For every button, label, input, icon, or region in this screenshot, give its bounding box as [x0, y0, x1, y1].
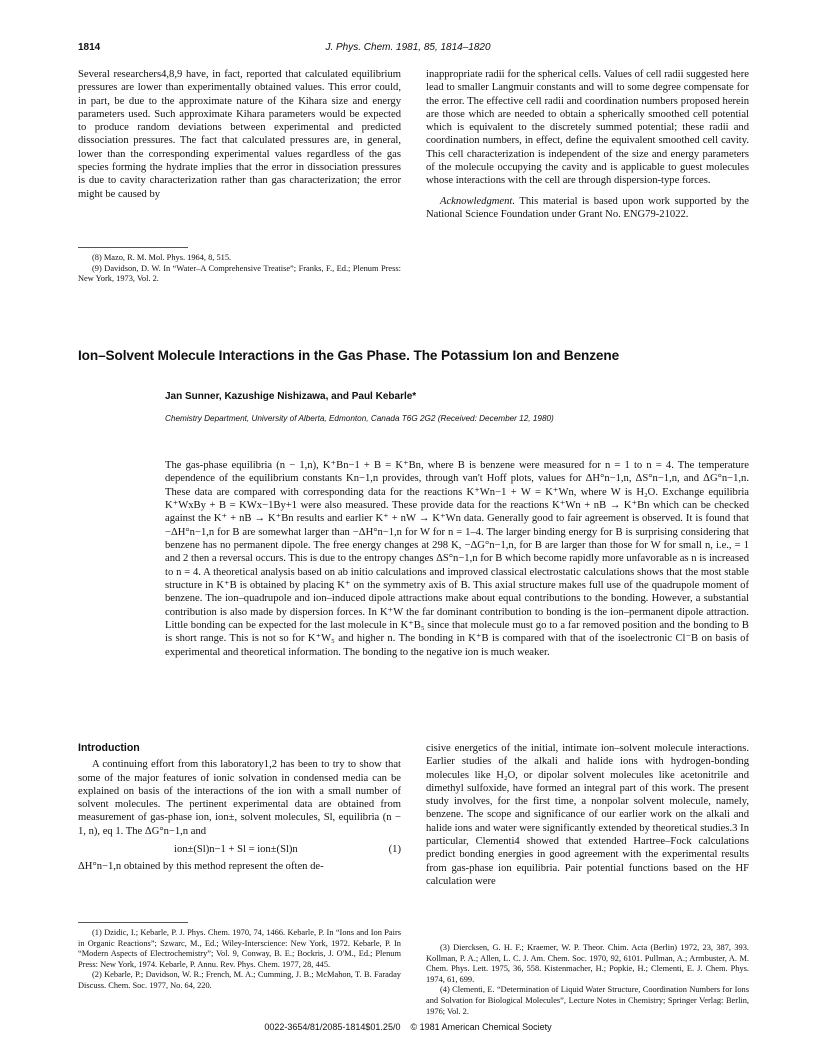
- article-footnotes-right: [426, 943, 749, 1017]
- page-number: 1814: [78, 42, 101, 53]
- article-title: Ion–Solvent Molecule Interactions in the Gas Phase. The Potassium Ion and Benzene: [78, 348, 620, 363]
- footnote-9: (9) Davidson, D. W. In “Water–A Comprehensive Treatise”; Franks, F., Ed.; Plenum Press: New York, 1973, Vol. 2.: [78, 263, 401, 284]
- footnote-4: (4) Clementi, E. “Determination of Liquid Water Structure, Coordination Numbers for Ions and Solvation for Biological Molecules”, Lecture Notes in Chemistry; Springer Verlag: Berlin, 1976; Vol. 2.: [426, 985, 749, 1016]
- equation-1: [78, 843, 401, 856]
- prev-article-right-column: [426, 68, 749, 221]
- prev-article-right-text: inappropriate radii for the spherical cells. Values of cell radii suggested here lead to smaller Langmuir constants and will to some degree compensate for the error. The effective cell radii and coordination numbers proposed herein are those which are needed to obtain a spherically smoothed cell potential which is equivalent to the discretely summed potential; these radii and coordination numbers, in effect, define the equivalent smoothed cell cavity. This cell characterization is independent of the size and energy parameters of the molecule occupying the cavity and is applicable to guest molecules whose interactions with the cell are through dispersion-type forces.: [426, 69, 749, 187]
- footnote-3: (3) Diercksen, G. H. F.; Kraemer, W. P. Theor. Chim. Acta (Berlin) 1972, 23, 387, 393. Kollman, P. A.; Allen, L. C. J. Am. Chem. Soc. 1970, 92, 6101. Pullman, A.; Armbuster, A. M. Chem. Phys. Lett. 1975, 36, 558. Kistenmacher, H.; Popkie, H.; Clementi, E. J. Chem. Phys. 1974, 61, 699.: [426, 943, 749, 984]
- footer-copyright: © 1981 American Chemical Society: [410, 1022, 552, 1032]
- footer-code: 0022-3654/81/2085-1814$01.25/0: [264, 1022, 401, 1032]
- intro-right-text: cisive energetics of the initial, intimate ion–solvent molecule interactions. Earlier studies of the alkali and halide ions with hydrogen-bonding molecules like H₂O, or dipolar solvent molecules like acetonitrile and dimethyl sulfoxide, have formed an integral part of this work. The present study involves, for the first time, a nonpolar solvent molecule, namely, benzene. The scope and significance of our earlier work on the alkali and halide ions and water were significantly extended by theoretical studies.3 In particular, Clementi4 showed that extended Hartree–Fock calculations predict bonding energies in good agreement with the experimental results from gas-phase ion equilibria. Pair potential functions based on the HF calculation were: [426, 743, 749, 887]
- acknowledgment: [426, 195, 749, 222]
- equation-body: ion±(Sl)n−1 + Sl = ion±(Sl)n: [174, 844, 298, 856]
- article-footnotes-left: [78, 928, 401, 992]
- article-authors: Jan Sunner, Kazushige Nishizawa, and Paul Kebarle*: [165, 391, 417, 402]
- intro-left-column: [78, 742, 401, 874]
- ack-label: Acknowledgment.: [440, 195, 516, 207]
- prev-article-left-column: [78, 68, 401, 201]
- footnote-8: (8) Mazo, R. M. Mol. Phys. 1964, 8, 515.: [92, 253, 232, 262]
- intro-left-text: A continuing effort from this laboratory1,2 has been to try to show that some of the major features of ionic solvation in condensed media can be explained on basis of the interactions of the ion with a small number of solvent molecules. The pertinent experimental data are obtained from measurement of gas-phase ion, ion±, solvent molecules, Sl, equilibria (n − 1, n), eq 1. The ΔG°n−1,n and: [78, 759, 401, 837]
- running-header: J. Phys. Chem. 1981, 85, 1814–1820: [325, 42, 491, 53]
- intro-right-column: [426, 742, 749, 888]
- page-footer: [0, 1022, 816, 1032]
- footnote-rule: [78, 247, 188, 248]
- ack-text: This material is based upon work supported by the National Science Foundation under Grant No. ENG79-21022.: [426, 195, 749, 220]
- footnote-1: (1) Dzidic, I.; Kebarle, P. J. Phys. Chem. 1970, 74, 1466. Kebarle, P. In “Ions and Ion Pairs in Organic Reactions”; Szwarc, M., Ed.; Wiley-Interscience: New York, 1972. Kebarle, P. In “Modern Aspects of Electrochemistry”; Vol. 9, Conway, B. E.; Bockris, J. O'M., Ed.; Plenum Press: New York, 1974. Kebarle, P. Annu. Rev. Phys. Chem. 1977, 28, 445.: [78, 928, 401, 969]
- footnote-2: (2) Kebarle, P.; Davidson, W. R.; French, M. A.; Cumming, J. B.; McMahon, T. B. Faraday Discuss. Chem. Soc. 1977, No. 64, 220.: [78, 970, 401, 990]
- abstract: The gas-phase equilibria (n − 1,n), K⁺Bn−1 + B = K⁺Bn, where B is benzene were measured for n = 1 to n = 4. The temperature dependence of the equilibrium constants Kn−1,n provides, through van't Hoff plots, values for ΔH°n−1,n, ΔS°n−1,n, and ΔG°n−1,n. These data are compared with corresponding data for the reactions K⁺Wn−1 + W = K⁺Wn, where W is H₂O. Exchange equilibria K⁺WxBy + B = KWx−1By+1 were also measured. These provide data for the reactions K⁺Wn + nB → K⁺Bn which can be checked against the K⁺ + nB → K⁺Bn results and earlier K⁺ + nW → K⁺Wn data. Generally good to fair agreement is observed. It is found that −ΔH°n−1,n for B are somewhat larger than −ΔH°n−1,n for W for n = 1–4. The larger binding energy for B is surprising considering that benzene has no permanent dipole. The free energy changes at 298 K, −ΔG°n−1,n, for B are larger than those for W for small n, i.e., = 1 and 2 then a reversal occurs. This is due to the entropy changes ΔS°n−1,n for B which become rapidly more unfavorable as n is increased to n = 4. A theoretical analysis based on ab initio calculations and improved classical electrostatic calculations shows that the most stable structure in K⁺B is obtained by placing K⁺ on the symmetry axis of B. This axial structure makes full use of the quadrupole moment of benzene. The ion–quadrupole and ion–induced dipole attractions make about equal contributions to the bonding. However, a substantial contribution is also made by dispersion forces. In K⁺W the far dominant contribution to bonding is the ion–permanent dipole attraction. Little bonding can be expected for the last molecule in K⁺B₅ since that molecule must go to a far removed position and the bonding to B is short range. This is not so for K⁺W₅ and higher n. The bonding in K⁺B is compared with that of the isoelectronic Cl⁻B on basis of experimental and theoretical information. The bonding to the negative ion is much weaker.: [165, 460, 749, 658]
- intro-heading: Introduction: [78, 742, 140, 754]
- equation-number: (1): [388, 844, 401, 856]
- intro-left-text-continued: ΔH°n−1,n obtained by this method represent the often de-: [78, 861, 324, 873]
- footnote-rule-left: [78, 922, 188, 923]
- article-affiliation: Chemistry Department, University of Alberta, Edmonton, Canada T6G 2G2 (Received: December 12, 1980): [165, 414, 554, 423]
- prev-article-footnotes: [78, 253, 401, 285]
- prev-article-left-text: Several researchers4,8,9 have, in fact, reported that calculated equilibrium pressures are lower than experimentally obtained values. This error could, in part, be due to the approximate nature of the Kihara size and energy parameters used. Such approximate Kihara parameters would be expected to produce random deviations between experimental and predicted dissociation pressures. The fact that calculated pressures are, in general, lower than the corresponding experimental values regardless of the gas species forming the hydrate implies that the error in dissociation pressures is due to cavity characterization rather than gas characterization; the error might be caused by: [78, 69, 401, 200]
